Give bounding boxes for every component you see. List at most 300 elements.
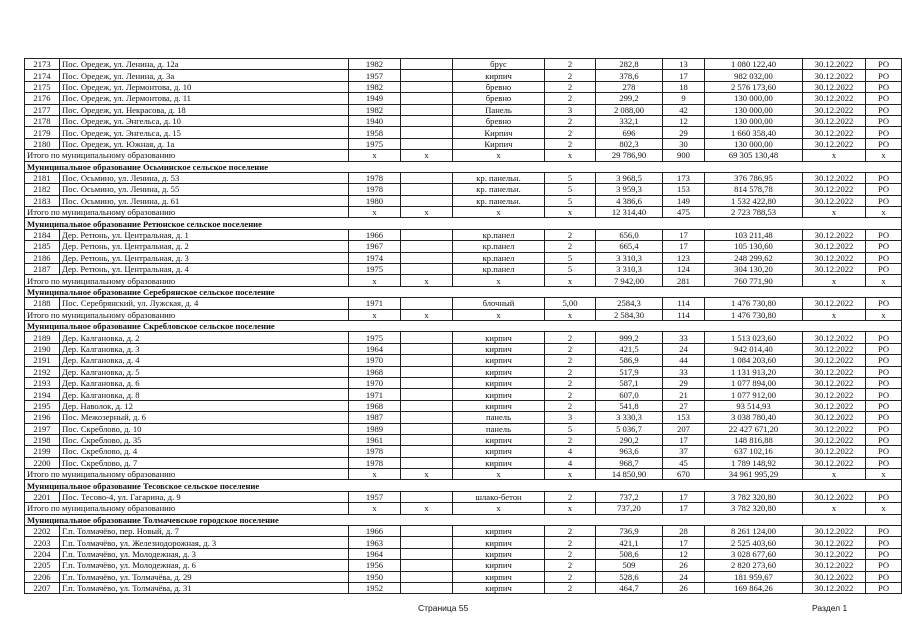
- subtotal-cell: х: [453, 503, 545, 514]
- table-cell: [401, 138, 453, 149]
- table-cell: [401, 104, 453, 115]
- table-cell: 30.12.2022: [803, 195, 866, 206]
- table-cell: [401, 195, 453, 206]
- section-label: Раздел 1: [812, 603, 848, 613]
- table-cell: 2: [545, 343, 596, 354]
- table-cell: 30.12.2022: [803, 400, 866, 411]
- table-cell: 1 789 148,92: [705, 457, 803, 468]
- table-cell: кр.панел: [453, 264, 545, 275]
- subtotal-cell: х: [401, 469, 453, 480]
- table-cell: 421,1: [596, 537, 663, 548]
- subtotal-cell: х: [401, 275, 453, 286]
- table-cell: 1963: [349, 537, 401, 548]
- table-cell: Дер. Калгановка, д. 2: [60, 332, 349, 343]
- table-cell: 2184: [25, 229, 60, 240]
- table-cell: 30.12.2022: [803, 560, 866, 571]
- subtotal-cell: х: [401, 503, 453, 514]
- section-title: Муниципальное образование Осьминское сельское поселение: [25, 161, 902, 172]
- table-cell: [401, 389, 453, 400]
- table-cell: кирпич: [453, 389, 545, 400]
- table-cell: 130 000,00: [705, 93, 803, 104]
- subtotal-cell: х: [453, 469, 545, 480]
- table-cell: 1964: [349, 343, 401, 354]
- table-cell: 665,4: [596, 241, 663, 252]
- table-cell: кирпич: [453, 400, 545, 411]
- subtotal-cell: х: [545, 309, 596, 320]
- table-cell: 2: [545, 560, 596, 571]
- table-cell: панель: [453, 412, 545, 423]
- subtotal-cell: х: [349, 309, 401, 320]
- table-cell: Пос. Оредеж, ул. Энгельса, д. 15: [60, 127, 349, 138]
- table-cell: 1 476 730,80: [705, 298, 803, 309]
- table-cell: РО: [866, 377, 902, 388]
- table-cell: 282,8: [596, 59, 663, 70]
- table-cell: 2192: [25, 366, 60, 377]
- table-cell: 30.12.2022: [803, 298, 866, 309]
- table-cell: 103 211,48: [705, 229, 803, 240]
- subtotal-cell: х: [401, 207, 453, 218]
- table-cell: 3 038 780,40: [705, 412, 803, 423]
- table-cell: кирпич: [453, 548, 545, 559]
- section-header-row: [25, 286, 902, 297]
- subtotal-cell: 475: [663, 207, 705, 218]
- table-cell: [401, 434, 453, 445]
- table-row: [25, 138, 902, 149]
- table-cell: 1957: [349, 491, 401, 502]
- table-cell: РО: [866, 298, 902, 309]
- table-cell: Пос. Оредеж, ул. Энгельса, д. 10: [60, 115, 349, 126]
- table-cell: 3 310,3: [596, 264, 663, 275]
- table-cell: РО: [866, 264, 902, 275]
- table-cell: 5: [545, 423, 596, 434]
- table-cell: 2187: [25, 264, 60, 275]
- table-cell: 2: [545, 70, 596, 81]
- table-cell: 30.12.2022: [803, 389, 866, 400]
- table-cell: 1968: [349, 366, 401, 377]
- table-cell: 999,2: [596, 332, 663, 343]
- table-cell: РО: [866, 537, 902, 548]
- table-cell: 2: [545, 377, 596, 388]
- table-cell: 304 130,20: [705, 264, 803, 275]
- subtotal-cell: 760 771,90: [705, 275, 803, 286]
- table-cell: 17: [663, 229, 705, 240]
- table-cell: 2190: [25, 343, 60, 354]
- table-cell: 42: [663, 104, 705, 115]
- table-cell: РО: [866, 412, 902, 423]
- subtotal-cell: х: [349, 503, 401, 514]
- table-cell: 517,9: [596, 366, 663, 377]
- table-cell: [401, 377, 453, 388]
- subtotal-row: [25, 503, 902, 514]
- subtotal-cell: 281: [663, 275, 705, 286]
- table-cell: Пос. Скреблово, д. 7: [60, 457, 349, 468]
- table-cell: 1978: [349, 457, 401, 468]
- table-cell: 30.12.2022: [803, 138, 866, 149]
- table-cell: 2178: [25, 115, 60, 126]
- subtotal-cell: х: [545, 150, 596, 161]
- table-cell: 1974: [349, 252, 401, 263]
- table-cell: 33: [663, 366, 705, 377]
- table-cell: 22 427 671,20: [705, 423, 803, 434]
- table-cell: 12: [663, 115, 705, 126]
- table-cell: 1961: [349, 434, 401, 445]
- table-cell: 30.12.2022: [803, 264, 866, 275]
- table-cell: РО: [866, 526, 902, 537]
- subtotal-label: Итого по муниципальному образованию: [25, 309, 349, 320]
- table-cell: 30.12.2022: [803, 343, 866, 354]
- table-cell: 378,6: [596, 70, 663, 81]
- table-cell: кр.панел: [453, 252, 545, 263]
- table-cell: 30.12.2022: [803, 81, 866, 92]
- table-row: [25, 366, 902, 377]
- table-cell: [401, 548, 453, 559]
- table-cell: 30.12.2022: [803, 582, 866, 593]
- table-cell: Г.п. Толмачёво, ул. Молодежная, д. 3: [60, 548, 349, 559]
- subtotal-cell: х: [453, 275, 545, 286]
- table-cell: Пос. Скреблово, д. 10: [60, 423, 349, 434]
- table-cell: кр.панел: [453, 229, 545, 240]
- table-cell: 30.12.2022: [803, 252, 866, 263]
- table-cell: РО: [866, 457, 902, 468]
- table-cell: 2191: [25, 355, 60, 366]
- table-cell: 2176: [25, 93, 60, 104]
- subtotal-label: Итого по муниципальному образованию: [25, 207, 349, 218]
- table-cell: 93 514,93: [705, 400, 803, 411]
- table-cell: [401, 446, 453, 457]
- table-cell: 2 820 273,60: [705, 560, 803, 571]
- table-cell: 1975: [349, 264, 401, 275]
- section-title: Муниципальное образование Тесовское сельское поселение: [25, 480, 902, 491]
- subtotal-cell: х: [803, 503, 866, 514]
- table-cell: [401, 127, 453, 138]
- table-cell: 2: [545, 526, 596, 537]
- table-cell: 30.12.2022: [803, 377, 866, 388]
- table-cell: 2: [545, 229, 596, 240]
- table-cell: 17: [663, 537, 705, 548]
- table-cell: кр. панельн.: [453, 195, 545, 206]
- table-cell: РО: [866, 389, 902, 400]
- table-cell: 508,6: [596, 548, 663, 559]
- table-cell: [401, 537, 453, 548]
- table-cell: РО: [866, 434, 902, 445]
- table-cell: [401, 400, 453, 411]
- table-cell: 2: [545, 389, 596, 400]
- table-cell: 2: [545, 127, 596, 138]
- table-cell: 2: [545, 93, 596, 104]
- table-cell: 17: [663, 491, 705, 502]
- table-cell: 124: [663, 264, 705, 275]
- table-cell: 2: [545, 59, 596, 70]
- table-cell: 30.12.2022: [803, 127, 866, 138]
- table-cell: 3 968,5: [596, 172, 663, 183]
- subtotal-cell: х: [401, 309, 453, 320]
- table-cell: 1971: [349, 389, 401, 400]
- table-cell: 968,7: [596, 457, 663, 468]
- table-cell: 1970: [349, 377, 401, 388]
- table-cell: РО: [866, 548, 902, 559]
- table-row: [25, 81, 902, 92]
- table-cell: [401, 229, 453, 240]
- table-cell: 2199: [25, 446, 60, 457]
- table-cell: РО: [866, 560, 902, 571]
- table-cell: Панель: [453, 104, 545, 115]
- table-cell: 1958: [349, 127, 401, 138]
- subtotal-cell: 670: [663, 469, 705, 480]
- table-cell: Дер. Калгановка, д. 5: [60, 366, 349, 377]
- table-cell: 3: [545, 104, 596, 115]
- table-cell: 4: [545, 457, 596, 468]
- table-cell: 2198: [25, 434, 60, 445]
- table-cell: 2174: [25, 70, 60, 81]
- table-row: [25, 332, 902, 343]
- table-cell: 248 299,62: [705, 252, 803, 263]
- table-cell: кирпич: [453, 377, 545, 388]
- table-cell: 1982: [349, 59, 401, 70]
- table-cell: Пос. Осьмино, ул. Ленина, д. 53: [60, 172, 349, 183]
- table-cell: кирпич: [453, 560, 545, 571]
- table-cell: Г.п. Толмачёво, пер. Новый, д. 7: [60, 526, 349, 537]
- table-cell: Дер. Калгановка, д. 8: [60, 389, 349, 400]
- section-title: Муниципальное образование Толмачевское городское поселение: [25, 514, 902, 525]
- table-cell: РО: [866, 59, 902, 70]
- table-cell: РО: [866, 366, 902, 377]
- table-cell: 1980: [349, 195, 401, 206]
- subtotal-cell: х: [453, 309, 545, 320]
- table-cell: Дер. Ретюнь, ул. Центральная, д. 4: [60, 264, 349, 275]
- subtotal-cell: 2 723 788,53: [705, 207, 803, 218]
- table-cell: 2: [545, 537, 596, 548]
- table-row: [25, 446, 902, 457]
- table-cell: РО: [866, 332, 902, 343]
- table-cell: 30.12.2022: [803, 59, 866, 70]
- table-cell: бревно: [453, 115, 545, 126]
- table-body: [25, 59, 902, 594]
- table-cell: 153: [663, 412, 705, 423]
- table-cell: 29: [663, 127, 705, 138]
- table-cell: 696: [596, 127, 663, 138]
- table-cell: 1940: [349, 115, 401, 126]
- table-cell: 376 786,95: [705, 172, 803, 183]
- table-cell: Дер. Калгановка, д. 6: [60, 377, 349, 388]
- table-cell: 173: [663, 172, 705, 183]
- table-row: [25, 70, 902, 81]
- subtotal-cell: х: [349, 275, 401, 286]
- table-cell: РО: [866, 172, 902, 183]
- table-cell: брус: [453, 59, 545, 70]
- table-cell: 2584,3: [596, 298, 663, 309]
- table-cell: кр. панельн.: [453, 172, 545, 183]
- table-row: [25, 537, 902, 548]
- table-cell: 17: [663, 434, 705, 445]
- table-cell: 2: [545, 241, 596, 252]
- table-cell: 13: [663, 59, 705, 70]
- table-cell: 2: [545, 366, 596, 377]
- subtotal-cell: 737,20: [596, 503, 663, 514]
- table-cell: 737,2: [596, 491, 663, 502]
- table-cell: 26: [663, 560, 705, 571]
- table-cell: 1 131 913,20: [705, 366, 803, 377]
- table-row: [25, 127, 902, 138]
- table-cell: 586,9: [596, 355, 663, 366]
- register-table-container: [24, 58, 890, 594]
- table-cell: 509: [596, 560, 663, 571]
- table-cell: 2189: [25, 332, 60, 343]
- table-cell: 30.12.2022: [803, 423, 866, 434]
- subtotal-cell: х: [803, 150, 866, 161]
- table-cell: кр. панельн.: [453, 184, 545, 195]
- table-cell: 2: [545, 548, 596, 559]
- table-cell: [401, 582, 453, 593]
- table-cell: кирпич: [453, 571, 545, 582]
- subtotal-cell: х: [803, 309, 866, 320]
- table-cell: Пос. Осьмино, ул. Ленина, д. 61: [60, 195, 349, 206]
- table-cell: 17: [663, 70, 705, 81]
- table-cell: 21: [663, 389, 705, 400]
- subtotal-cell: х: [349, 207, 401, 218]
- table-cell: 1978: [349, 172, 401, 183]
- table-cell: [401, 560, 453, 571]
- table-cell: 1 660 358,40: [705, 127, 803, 138]
- section-title: Муниципальное образование Серебрянское сельское поселение: [25, 286, 902, 297]
- table-cell: 30.12.2022: [803, 366, 866, 377]
- table-cell: панель: [453, 423, 545, 434]
- table-cell: 5: [545, 172, 596, 183]
- table-cell: 1949: [349, 93, 401, 104]
- table-cell: 130 000,00: [705, 138, 803, 149]
- table-cell: 2 576 173,60: [705, 81, 803, 92]
- table-cell: 30.12.2022: [803, 184, 866, 195]
- table-cell: 148 816,88: [705, 434, 803, 445]
- table-cell: кирпич: [453, 537, 545, 548]
- table-cell: 5: [545, 264, 596, 275]
- table-cell: РО: [866, 184, 902, 195]
- section-title: Муниципальное образование Ретюнское сельское поселение: [25, 218, 902, 229]
- table-cell: 2204: [25, 548, 60, 559]
- subtotal-label: Итого по муниципальному образованию: [25, 150, 349, 161]
- table-row: [25, 560, 902, 571]
- subtotal-cell: х: [453, 150, 545, 161]
- table-cell: кирпич: [453, 457, 545, 468]
- table-cell: 2: [545, 582, 596, 593]
- table-cell: Г.п. Толмачёво, ул. Железнодорожная, д. 3: [60, 537, 349, 548]
- table-row: [25, 355, 902, 366]
- subtotal-cell: 29 786,90: [596, 150, 663, 161]
- table-cell: 2: [545, 491, 596, 502]
- table-cell: 2: [545, 138, 596, 149]
- section-title: Муниципальное образование Скребловское сельское поселение: [25, 320, 902, 331]
- table-row: [25, 571, 902, 582]
- subtotal-cell: х: [349, 150, 401, 161]
- table-cell: 30.12.2022: [803, 93, 866, 104]
- table-cell: 114: [663, 298, 705, 309]
- table-cell: Г.п. Толмачёво, ул. Молодежная, д. 6: [60, 560, 349, 571]
- table-cell: Г.п. Толмачёво, ул. Толмачёва, д. 29: [60, 571, 349, 582]
- table-cell: 30.12.2022: [803, 229, 866, 240]
- subtotal-cell: х: [866, 503, 902, 514]
- table-row: [25, 241, 902, 252]
- table-row: [25, 582, 902, 593]
- table-cell: 30.12.2022: [803, 434, 866, 445]
- table-cell: 1 532 422,80: [705, 195, 803, 206]
- table-cell: 299,2: [596, 93, 663, 104]
- subtotal-cell: х: [803, 275, 866, 286]
- table-cell: 3: [545, 412, 596, 423]
- table-cell: [401, 264, 453, 275]
- table-cell: 44: [663, 355, 705, 366]
- table-cell: Дер. Ретюнь, ул. Центральная, д. 1: [60, 229, 349, 240]
- table-cell: 18: [663, 81, 705, 92]
- table-cell: 30.12.2022: [803, 537, 866, 548]
- table-cell: 942 014,40: [705, 343, 803, 354]
- table-cell: Дер. Калгановка, д. 4: [60, 355, 349, 366]
- subtotal-cell: 2 584,30: [596, 309, 663, 320]
- table-cell: 1966: [349, 229, 401, 240]
- table-cell: 181 959,67: [705, 571, 803, 582]
- table-cell: Пос. Оредеж, ул. Ленина, д. 12а: [60, 59, 349, 70]
- table-cell: кирпич: [453, 434, 545, 445]
- table-cell: кирпич: [453, 582, 545, 593]
- table-cell: 2173: [25, 59, 60, 70]
- table-cell: 5: [545, 195, 596, 206]
- table-cell: 2196: [25, 412, 60, 423]
- subtotal-row: [25, 469, 902, 480]
- table-cell: Кирпич: [453, 138, 545, 149]
- table-row: [25, 400, 902, 411]
- table-row: [25, 412, 902, 423]
- table-cell: 2197: [25, 423, 60, 434]
- table-cell: РО: [866, 400, 902, 411]
- table-cell: [401, 115, 453, 126]
- table-row: [25, 526, 902, 537]
- table-cell: [401, 241, 453, 252]
- table-cell: [401, 59, 453, 70]
- table-cell: 1 077 912,00: [705, 389, 803, 400]
- table-cell: [401, 332, 453, 343]
- table-cell: 587,1: [596, 377, 663, 388]
- table-cell: 2194: [25, 389, 60, 400]
- table-cell: 2203: [25, 537, 60, 548]
- section-header-row: [25, 320, 902, 331]
- table-cell: 2: [545, 332, 596, 343]
- subtotal-row: [25, 309, 902, 320]
- table-cell: 2: [545, 434, 596, 445]
- table-cell: 17: [663, 241, 705, 252]
- table-cell: [401, 457, 453, 468]
- table-cell: 130 000,00: [705, 104, 803, 115]
- subtotal-cell: 114: [663, 309, 705, 320]
- table-cell: 2195: [25, 400, 60, 411]
- table-cell: 30.12.2022: [803, 412, 866, 423]
- subtotal-cell: х: [803, 469, 866, 480]
- table-cell: [401, 355, 453, 366]
- table-row: [25, 548, 902, 559]
- table-cell: 1 513 023,60: [705, 332, 803, 343]
- table-cell: бревно: [453, 93, 545, 104]
- table-cell: 1975: [349, 138, 401, 149]
- table-cell: [401, 93, 453, 104]
- table-cell: [401, 423, 453, 434]
- table-cell: РО: [866, 355, 902, 366]
- table-cell: 607,0: [596, 389, 663, 400]
- table-row: [25, 172, 902, 183]
- table-row: [25, 423, 902, 434]
- table-cell: 2: [545, 355, 596, 366]
- table-cell: 2 525 403,60: [705, 537, 803, 548]
- table-cell: РО: [866, 93, 902, 104]
- table-cell: 3 330,3: [596, 412, 663, 423]
- table-cell: [401, 526, 453, 537]
- table-cell: Пос. Скреблово, д. 35: [60, 434, 349, 445]
